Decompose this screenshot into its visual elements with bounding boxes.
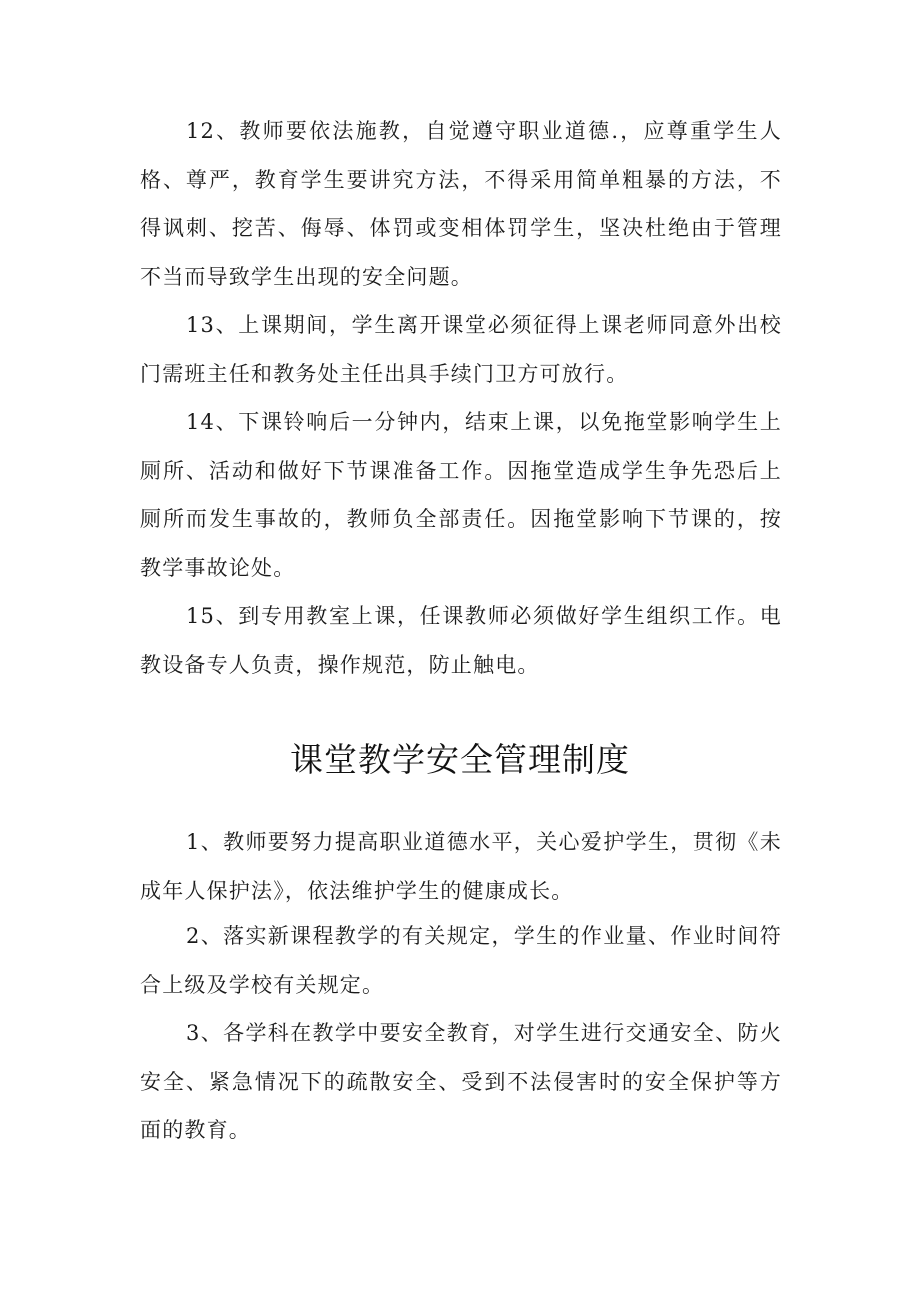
paragraph-item-15: 15、到专用教室上课，任课教师必须做好学生组织工作。电教设备专人负责，操作规范，防止触电。	[140, 604, 782, 677]
paragraph-item-12: 12、教师要依法施教，自觉遵守职业道德.，应尊重学生人格、尊严，教育学生要讲究方法，不得采用简单粗暴的方法，不得讽刺、挖苦、侮辱、体罚或变相体罚学生，坚决杜绝由于管理不当而导致学生出现的安全问题。	[140, 119, 782, 289]
paragraph-item-13: 13、上课期间，学生离开课堂必须征得上课老师同意外出校门需班主任和教务处主任出具手续门卫方可放行。	[140, 313, 782, 386]
paragraph-item-2: 2、落实新课程教学的有关规定，学生的作业量、作业时间符合上级及学校有关规定。	[140, 924, 782, 997]
paragraph-item-1: 1、教师要努力提高职业道德水平，关心爱护学生，贯彻《未成年人保护法》，依法维护学生的健康成长。	[140, 830, 782, 903]
paragraph-item-14: 14、下课铃响后一分钟内，结束上课，以免拖堂影响学生上厕所、活动和做好下节课准备工作。因拖堂造成学生争先恐后上厕所而发生事故的，教师负全部责任。因拖堂影响下节课的，按教学事故论处。	[140, 410, 782, 580]
paragraph-item-3: 3、各学科在教学中要安全教育，对学生进行交通安全、防火安全、紧急情况下的疏散安全、受到不法侵害时的安全保护等方面的教育。	[140, 1021, 782, 1142]
section-title: 课堂教学安全管理制度	[290, 740, 630, 779]
